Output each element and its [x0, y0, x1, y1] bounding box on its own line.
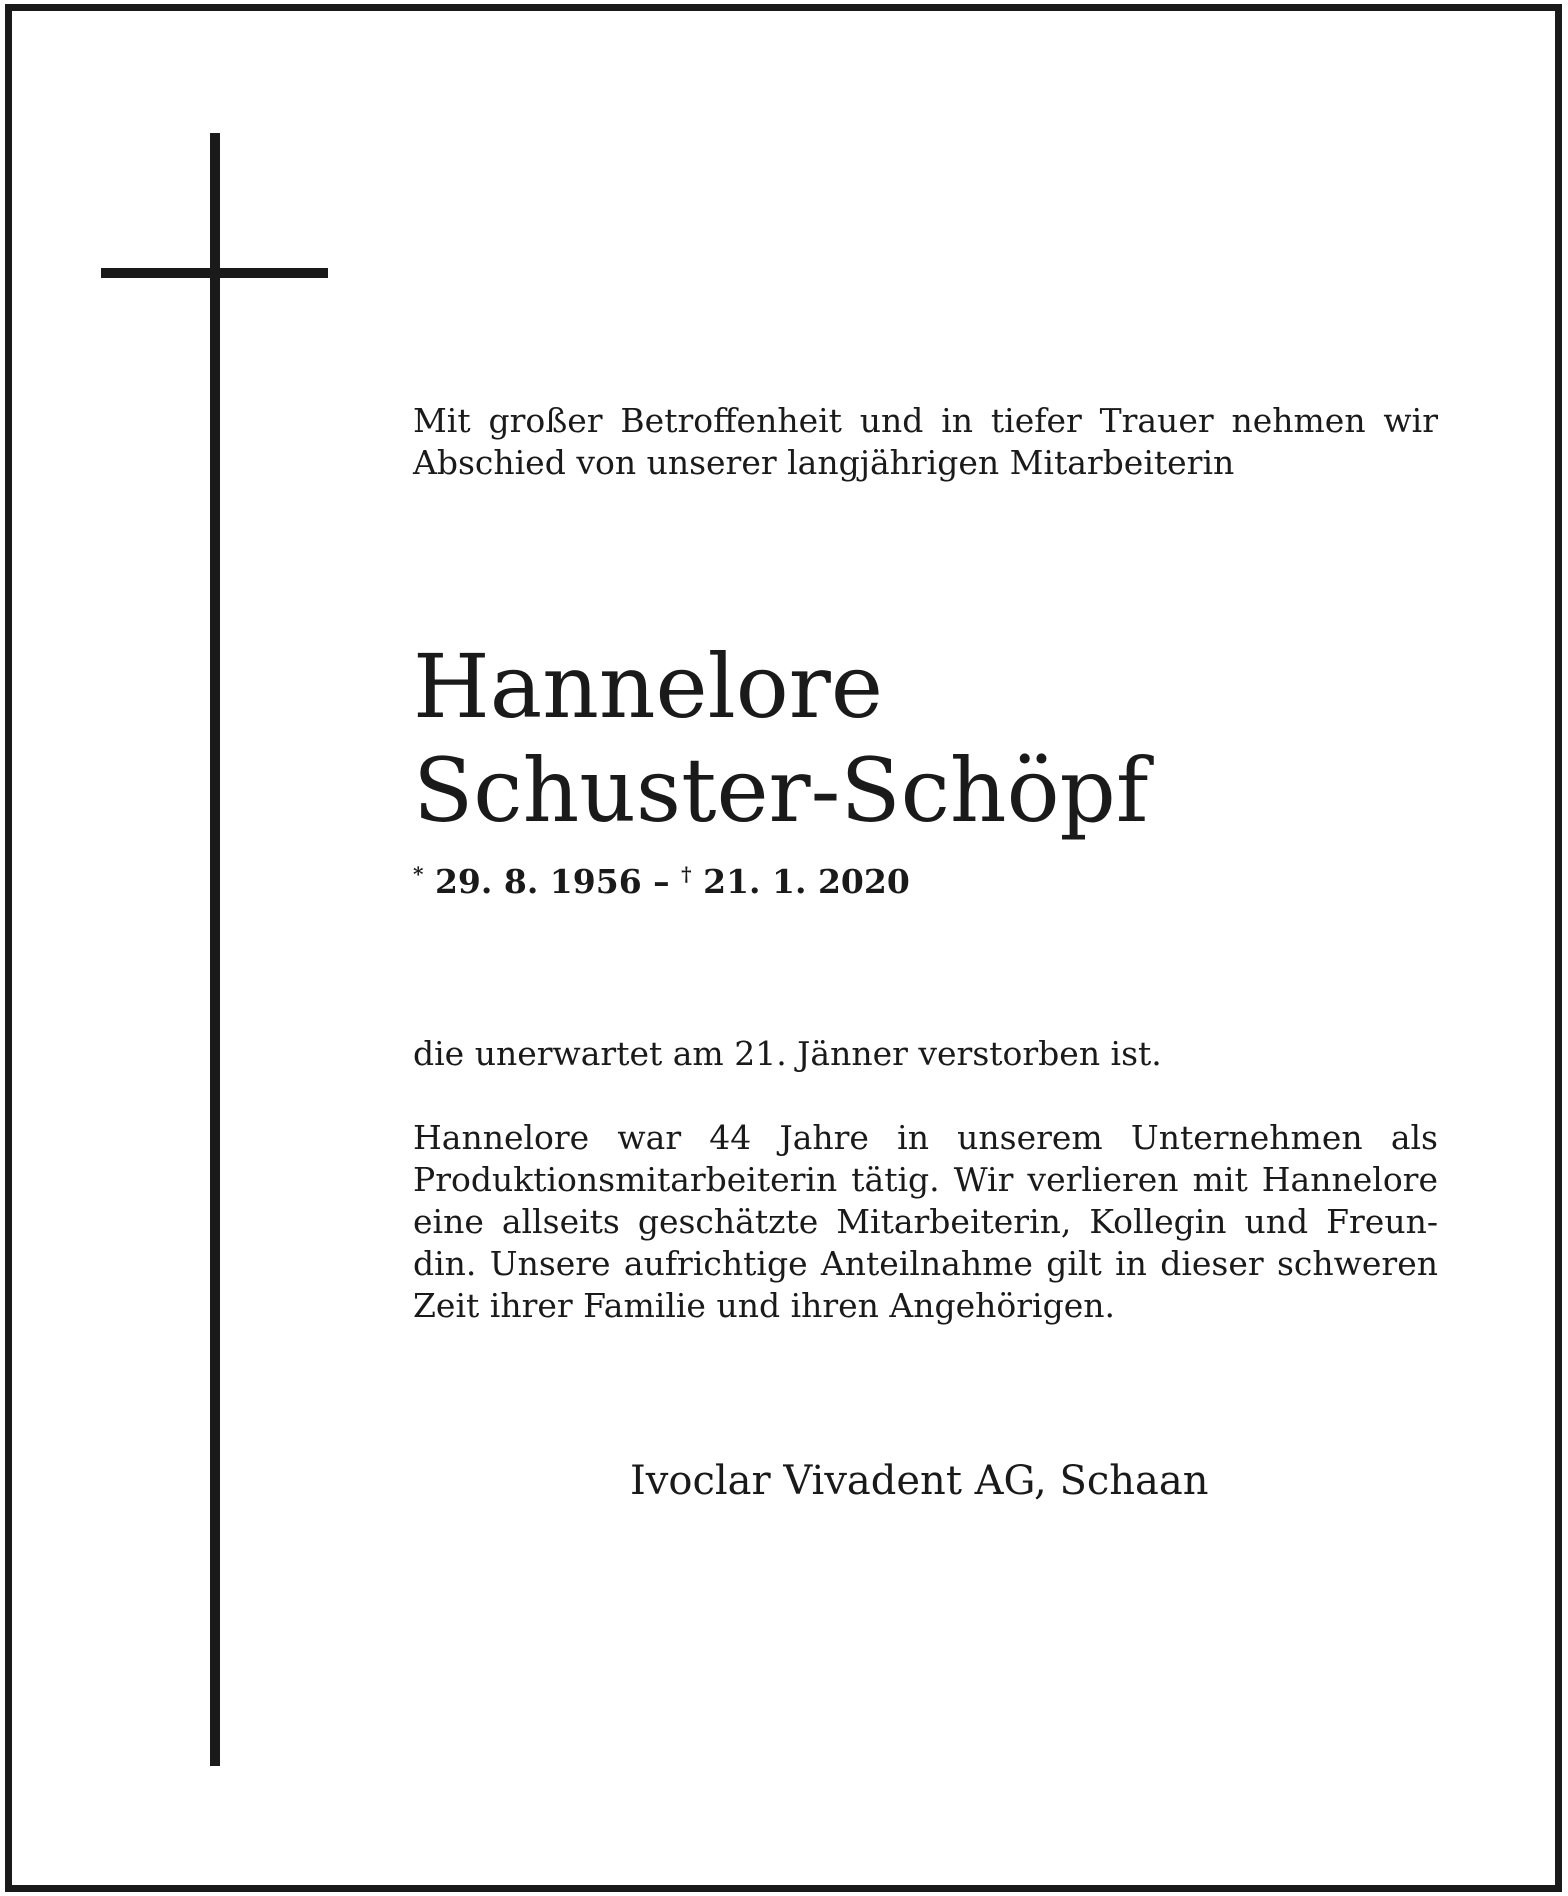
tribute-line: din. Unsere aufrichtige Anteilnahme gilt in dieser schweren [413, 1244, 1438, 1283]
statement-text: die unerwartet am 21. Jänner verstorben ist. [413, 1034, 1162, 1073]
intro-text [413, 400, 1438, 484]
tribute-line: eine allseits geschätzte Mitarbeiterin, Kollegin und Freun- [413, 1202, 1438, 1241]
company-signature: Ivoclar Vivadent AG, Schaan [630, 1458, 1209, 1504]
date-separator: – [653, 862, 670, 901]
cross-icon-bar [101, 268, 328, 278]
notice-border [5, 4, 1562, 1892]
birth-date: 29. 8. 1956 [434, 862, 642, 901]
death-symbol: † [681, 862, 692, 886]
tribute-line: Hannelore war 44 Jahre in unserem Unternehmen als [413, 1118, 1438, 1157]
birth-symbol: * [413, 862, 424, 886]
tribute-paragraph [413, 1117, 1438, 1327]
life-dates [413, 862, 910, 901]
death-date: 21. 1. 2020 [703, 862, 910, 901]
intro-line: Mit großer Betroffenheit und in tiefer Trauer nehmen wir [413, 401, 1438, 440]
intro-line: Abschied von unserer langjährigen Mitarbeiterin [413, 443, 1235, 482]
tribute-line: Zeit ihrer Familie und ihren Angehörigen. [413, 1286, 1116, 1325]
last-name: Schuster-Schöpf [413, 739, 1149, 842]
deceased-name [413, 635, 1148, 843]
cross-icon [210, 133, 220, 1766]
tribute-line: Produktionsmitarbeiterin tätig. Wir verlieren mit Hannelore [413, 1160, 1438, 1199]
first-name: Hannelore [413, 635, 883, 738]
